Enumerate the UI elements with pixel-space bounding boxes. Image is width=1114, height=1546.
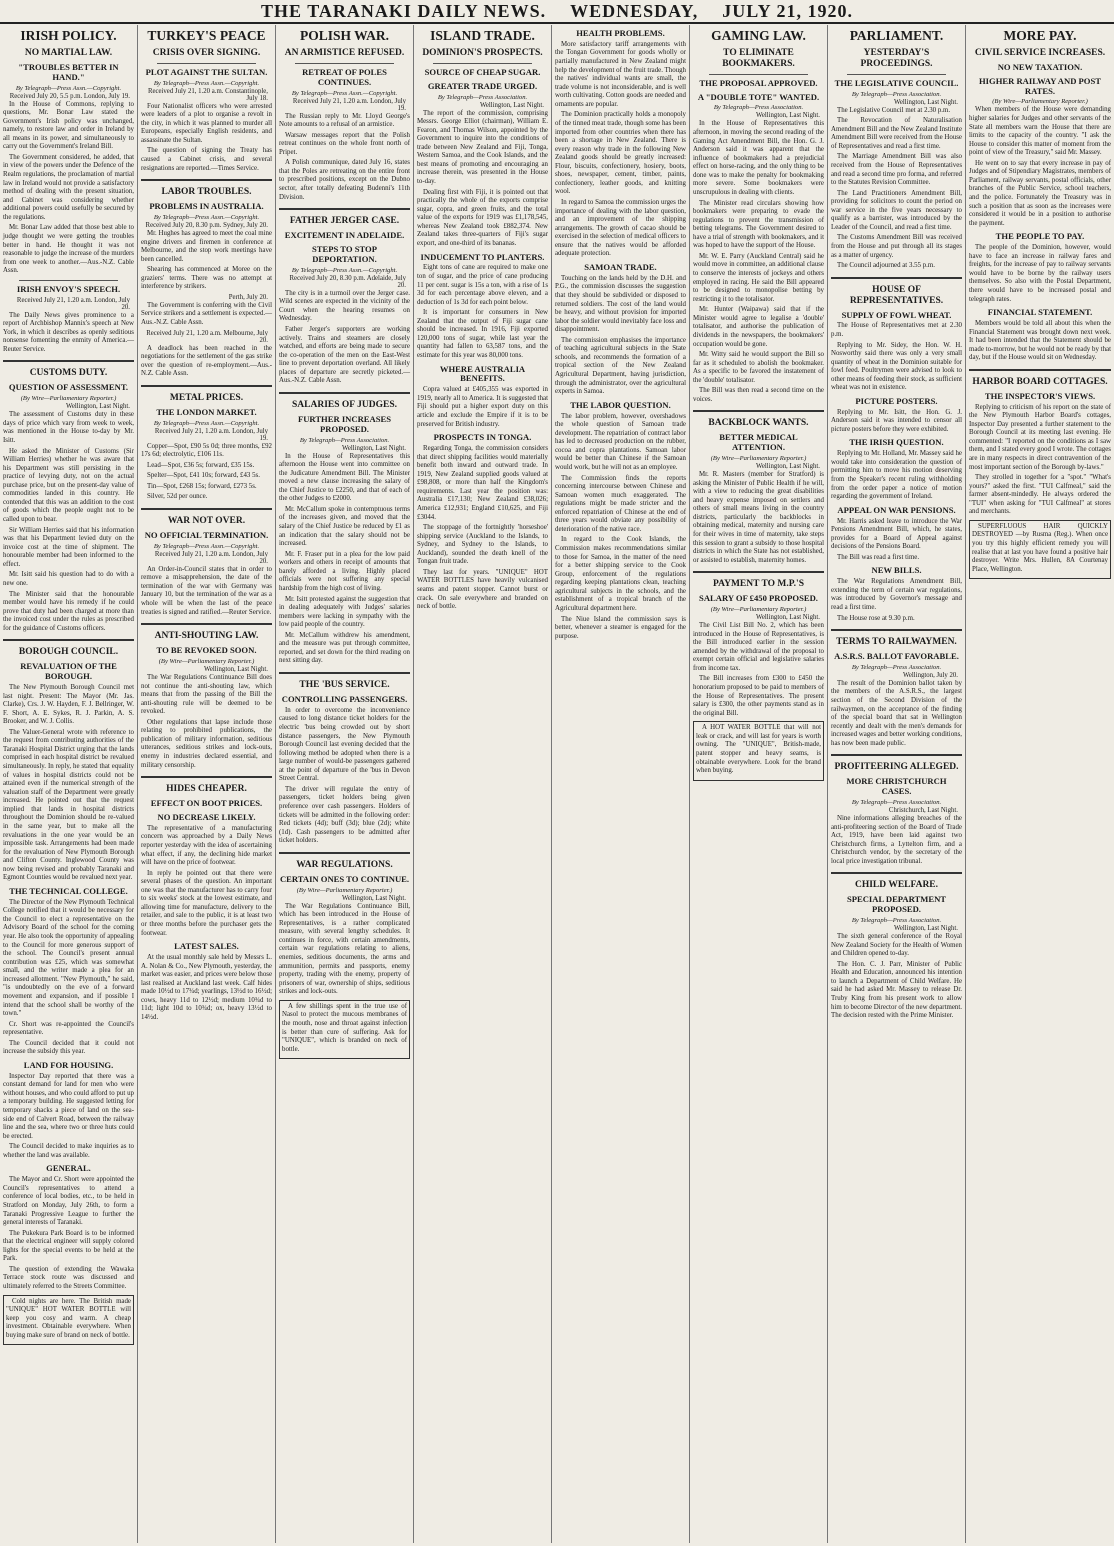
section-heading: PROBLEMS IN AUSTRALIA.	[149, 201, 264, 212]
section-heading: REVALUATION OF THE BOROUGH.	[20, 661, 117, 682]
dateline: Received July 20, 5.5 p.m. London, July 19.	[9, 92, 130, 100]
paragraph: The commission emphasises the importance of teaching agricultural subjects in the State schools, and recommends the formation of a tropical section of the New Zealand Agricultural Department, having jurisdiction, through the administrator, over the agricultural experts in Samoa.	[555, 336, 686, 396]
paragraph: The House of Representatives met at 2.30 p.m.	[831, 322, 962, 338]
paragraph: Mr. Witty said he would support the Bill so far as it scheduled to abolish the bookmaker. As a specific to be favored the instatement of the 'double' totalisator.	[693, 351, 824, 384]
paragraph: In order to overcome the inconvenience caused to long distance ticket holders for the electric 'bus being crowded out by short distance passengers, the New Plymouth Borough Council last evening decided that the following method be adopted when there is a large number of would-be passengers gathered at the point of departure of the 'bus in Devon Street Central.	[279, 706, 410, 783]
section-heading: THE LABOR QUESTION.	[570, 399, 671, 410]
byline: By Telegraph—Press Association.	[437, 93, 528, 101]
subheading: PROFITEERING ALLEGED.	[834, 762, 959, 773]
column-divider	[831, 629, 962, 631]
paragraph: In regard to Samoa the commission urges the importance of dealing with the labor question, and an improvement of the shipping arrangements. The growth of cacao should be exercised in the selection of medical officers to ensure that the natives would be afforded adequate protection.	[555, 199, 686, 258]
subheading: TERMS TO RAILWAYMEN.	[836, 637, 957, 648]
paragraph: Mr. McCallum withdrew his amendment, and the measure was put through committee, reported, and set down for the third reading on next sitting day.	[279, 631, 410, 665]
subheading: HIDES CHEAPER.	[166, 784, 247, 795]
dateline: Received July 21, 1.20 a.m. London, July 19.	[292, 97, 406, 112]
section-heading: GREATER TRADE URGED.	[427, 80, 538, 91]
subheading: TO ELIMINATE BOOKMAKERS.	[722, 47, 795, 69]
paragraph: The Marriage Amendment Bill was also received from the House of Representatives and read a second time pro forma, and referred to the Statutes Revision Committee.	[831, 153, 962, 187]
column-6	[690, 25, 828, 1543]
section-heading: NO NEW TAXATION.	[997, 61, 1083, 72]
paragraph: Mr. Harris asked leave to introduce the War Pensions Amendment Bill, which, he states, provides for a Board of Appeal against decisions of the Pensions Board.	[831, 517, 962, 551]
section-heading: PLOT AGAINST THE SULTAN.	[145, 66, 268, 77]
paragraph: Warsaw messages report that the Polish retreat continues on the whole front north of Pripet.	[279, 131, 410, 156]
paper-title: THE TARANAKI DAILY NEWS.	[261, 0, 547, 21]
dateline: Wellington, Last Night.	[755, 614, 820, 622]
subheading: CUSTOMS DUTY.	[29, 368, 108, 379]
section-heading: SOURCE OF CHEAP SUGAR.	[424, 66, 541, 77]
column-divider	[141, 623, 272, 625]
paragraph: The Daily News gives prominence to a report of Archbishop Mannix's speech at New York, in which it describes as openly seditious nonsense fomenting the enmity of America.—Reuter Service.	[3, 311, 134, 353]
paragraph: The Council decided to make inquiries as to whether the land was available.	[3, 1143, 134, 1159]
byline: (By Wire—Parliamentary Reporter.)	[992, 98, 1088, 106]
byline: By Telegraph—Press Association.	[851, 917, 942, 925]
advertisement	[3, 1295, 134, 1346]
headline: TURKEY'S PEACE	[147, 28, 266, 43]
dateline: Received July 21, 1.20 a.m. London, July 19.	[154, 427, 268, 442]
subheading: BACKBLOCK WANTS.	[708, 418, 809, 429]
paragraph: Replying to Mr. Sidey, the Hon. W. H. Nosworthy said there was only a very small quantity of wheat in the Dominion suitable for fowl feed. Poultrymen were advised to look to other means of feeding their stock, as sufficient wheat was not in existence.	[831, 341, 962, 392]
paragraph: The city is in a turmoil over the Jerger case. Wild scenes are expected in the vicinity of the Court when the hearing resumes on Wednesday.	[279, 289, 410, 323]
byline: (By Wire—Parliamentary Reporter.)	[710, 455, 807, 463]
column-divider	[279, 208, 410, 210]
column-divider	[157, 63, 256, 64]
column-divider	[831, 872, 962, 874]
paragraph: The New Plymouth Borough Council met last night. Present: The Mayor (Mr. Jas. Clarke), Crs. J. W. Hayden, F. J. Bellringer, W. F. Short, A. E. Sykes, R. J. Parkin, A. S. Brooker, and W. J. Collis.	[3, 683, 134, 726]
paragraph: The War Regulations Continuance Bill, which has been introduced in the House of Representatives, is a rather complicated measure, with several lengthy schedules. It continues in force, with certain amendments, certain war regulations relating to aliens, enemies, seditious documents, the arms and ammunition, permits and passports, enemy property, trading with the enemy, property of prisoners of war, ownership of ships, seditious strikes and lock-outs.	[279, 902, 410, 996]
headline: IRISH POLICY.	[20, 28, 117, 43]
headline: POLISH WAR.	[299, 28, 390, 43]
paragraph: He asked the Minister of Customs (Sir William Herries) whether he was aware that his Department was still persisting in the practice of levying duty, not on the actual purchase price, but on the present-day value of commodities landed in this country. He contended that this was an addition to the cost of goods which the people ought not to be called upon to bear.	[3, 447, 134, 523]
column-divider	[279, 672, 410, 674]
dateline: Wellington, Last Night.	[203, 665, 268, 673]
paragraph: Inspector Day reported that there was a constant demand for land for men who were without houses, and who could afford to put up a temporary building. He suggested letting for temporary shacks a piece of land on the sea-side end of Calvert Road, between the railway line and the sea, where two or three huts could be erected.	[3, 1072, 134, 1140]
section-heading: GENERAL.	[46, 1163, 91, 1174]
section-heading: QUESTION OF ASSESSMENT.	[8, 382, 129, 393]
dateline: Received July 20, 8.30 p.m. Adelaide, July 20.	[289, 274, 406, 289]
section-heading: A.S.R.S. BALLOT FAVORABLE.	[834, 651, 959, 662]
column-5	[552, 25, 690, 1543]
paragraph: In reply he pointed out that there were several phases of the question. An important one was that the manufacturer has to carry four to six weeks' stock at the lowest estimate, and allowing time for manufacture, delivery to the retailer, and sale to the public, it is at least two or three months before the purchaser gets the footwear.	[141, 869, 272, 937]
section-heading: EXCITEMENT IN ADELAIDE.	[284, 230, 405, 241]
section-heading: RETREAT OF POLES CONTINUES.	[302, 66, 387, 87]
paragraph: Mr. R. Masters (member for Stratford) is asking the Minister of Public Health if he will, with a view to reducing the great disabilities and heavy expense imposed on settlers and others of small means living in the country districts, particularly the backblocks in obtaining medical, maternity and nursing care for their wives in time of maternity, take steps this session to grant a subsidy to those hospital districts in which the State has not established, or assisted to establish, maternity homes.	[693, 471, 824, 564]
paragraph: Replying to Mr. Holland, Mr. Massey said he would take into consideration the question of permitting him to move his motion deserving from the Speaker's recent ruling withholding from the order paper a notice of motion regarding the government of Ireland.	[831, 450, 962, 501]
paragraph: The Land Practitioners Amendment Bill, providing for solicitors to count the period on war service in the five years necessary to qualify as a barrister, was introduced by the Leader of the Council, and read a first time.	[831, 189, 962, 231]
dateline: Received July 20, 8.30 p.m. Sydney, July 20.	[145, 221, 268, 229]
paragraph: In the House of Representatives this afternoon the House went into committee on the Judicature Amendment Bill. The Minister moved a new clause increasing the salary of the Chief Justice to £2250, and that of each of the other Judges to £2000.	[279, 452, 410, 503]
issue-day: WEDNESDAY,	[570, 0, 699, 21]
column-divider	[969, 369, 1111, 371]
paragraph: Spelter—Spot, £41 10s; forward, £43 5s.	[147, 472, 260, 480]
dateline: Wellington, Last Night.	[755, 463, 820, 471]
headline: MORE PAY.	[1003, 28, 1077, 43]
paragraph: The Mayor and Cr. Short were appointed the Council's representatives to attend a conference of local bodies, etc., to be held in Stratford on Monday, July 26th, to form a Taranaki Progressive League to further the general interests of Taranaki.	[3, 1176, 134, 1227]
paragraph: Sir William Herries said that his information was that his Department levied duty on the invoice cost at the time of shipment. The honourable member had been informed to the effect.	[3, 526, 134, 568]
headline: GAMING LAW.	[711, 28, 806, 43]
section-heading: THE TECHNICAL COLLEGE.	[9, 885, 128, 896]
paragraph: The Bill increases from £300 to £450 the honorarium proposed to be paid to members of the House of Representatives. The present salary is £300, the other payments stand as in the original Bill.	[693, 675, 824, 717]
column-divider	[141, 179, 272, 181]
subheading: FATHER JERGER CASE.	[289, 216, 400, 227]
paragraph: The report of the commission, comprising Messrs. George Elliot (chairman), William E. Fearon, and Thomas Wilson, appointed by the Government to inquire into the conditions of trade between New Zealand and Fiji, Tonga, Western Samoa, and the Cook Islands, and the best means of promoting and encouraging an increase therein, was presented in the House to-day.	[417, 109, 548, 186]
paragraph: Mr. Hughes has agreed to meet the coal mine engine drivers and firemen in conference at Melbourne, and the stop work meetings have been cancelled.	[141, 229, 272, 263]
byline: (By Wire—Parliamentary Reporter.)	[158, 657, 255, 665]
byline: By Telegraph—Press Assn.—Copyright.	[153, 79, 260, 87]
section-heading: APPEAL ON WAR PENSIONS.	[837, 504, 956, 515]
paragraph: The result of the Dominion ballot taken by the members of the A.S.R.S., the largest section of the Second Division of the railwaymen, on the acceptance of the finding of the special board that sat in Wellington recently and dealt with the men's demands for increased wages and better working conditions, has now been made public.	[831, 679, 962, 747]
section-heading: THE LEGISLATIVE COUNCIL.	[834, 77, 959, 88]
paragraph: The Government considered, he added, that in view of the powers under the Defence of the Realm regulations, the proclamation of martial law in Ireland would not provide a satisfactory method of dealing with the present situation, and Cabinet was considering whether additional powers could usefully be secured by the regulations.	[3, 153, 134, 221]
advertisement-text: A few shillings spent in the true use of Nasol to protect the mucous membranes of the mouth, nose and throat against infection is better than cure of suffering. Ask for "UNIQUE", which is branded on neck of bottle.	[282, 1002, 407, 1053]
paragraph: An Order-in-Council states that in order to remove a misapprehension, the date of the termination of the war with Germany was January 10, but the termination of the war as a whole will be when the last of the peace treaties is signed and ratified.—Reuter Service.	[141, 565, 272, 616]
section-heading: STEPS TO STOP DEPORTATION.	[312, 243, 377, 264]
paragraph: The assessment of Customs duty in these days of price which vary from week to week, was mentioned in the House to-day by Mr. Isitt.	[3, 411, 134, 444]
subheading: BOROUGH COUNCIL.	[18, 647, 119, 658]
subheading: HARBOR BOARD COTTAGES.	[972, 376, 1108, 387]
subheading: HOUSE OF REPRESENTATIVES.	[849, 284, 944, 306]
subheading: LABOR TROUBLES.	[161, 187, 252, 198]
column-7	[828, 25, 966, 1543]
section-heading: CONTROLLING PASSENGERS.	[281, 693, 408, 704]
paragraph: The Council decided that it could not increase the subsidy this year.	[3, 1039, 134, 1056]
paragraph: Father Jerger's supporters are working actively. Trains and steamers are closely watched, and efforts are being made to secure the co-operation of the men on the East-West line to prevent deportation overland. All likely places of departure are secretly picketed.—Aus.-N.Z. Cable Assn.	[279, 325, 410, 385]
advertisement	[279, 1000, 410, 1059]
subheading: NO MARTIAL LAW.	[24, 47, 113, 58]
column-divider	[831, 754, 962, 756]
advertisement	[969, 520, 1111, 579]
byline: By Telegraph—Press Association.	[299, 436, 390, 444]
subheading: CIVIL SERVICE INCREASES.	[974, 47, 1106, 58]
subheading: SALARIES OF JUDGES.	[292, 399, 397, 410]
paragraph: The Government is conferring with the Civil Service strikers and a settlement is expected.—Aus.-N.Z. Cable Assn.	[141, 301, 272, 326]
section-heading: PROSPECTS IN TONGA.	[433, 432, 532, 443]
section-heading: PICTURE POSTERS.	[855, 395, 938, 406]
dateline: Wellington, Last Night.	[893, 925, 958, 933]
paragraph: Mr. F. Fraser put in a plea for the low paid workers and others in receipt of amounts that barely afforded a living. Highly placed officials were not suffering any special hardship from the high cost of living.	[279, 550, 410, 592]
column-divider	[709, 74, 808, 75]
dateline: Wellington, Last Night.	[65, 403, 130, 411]
column-2	[138, 25, 276, 1543]
paragraph: Mr. Hunter (Waipawa) said that if the Minister would agree to legalise a 'double' totalisator, and authorise the publication of dividends in the newspapers, the bookmakers' occupation would be gone.	[693, 306, 824, 348]
byline: By Telegraph—Press Assn.—Copyright.	[153, 213, 260, 221]
section-heading: EFFECT ON BOOT PRICES.	[150, 798, 263, 809]
paragraph: A Polish communique, dated July 16, states that the Poles are retreating on the entire front to prescribed positions, except on the Dubno sector, after totally defeating Budenni's 11th Division.	[279, 159, 410, 201]
column-divider	[279, 852, 410, 854]
column-divider	[279, 392, 410, 394]
section-heading: FINANCIAL STATEMENT.	[987, 307, 1093, 318]
column-divider	[19, 280, 118, 281]
subheading: PAYMENT TO M.P.'S	[713, 579, 804, 590]
section-heading: SAMOAN TRADE.	[584, 261, 657, 272]
section-heading: "TROUBLES BETTER IN HAND."	[18, 61, 119, 82]
paragraph: The Valuer-General wrote with reference to the request from contributing authorities of the Taranaki Hospital District urging that the lands comprised in each hospital district be revalued simultaneously. In reply, he stated that equality of values in hospital districts could not be attained even if the numerical strength of the valuation staff of the Department were greatly increased. He pointed out that the request implied that lands in hospital districts throughout the Dominion should be re-valued in the same year, but to make all the revaluations in the one year would be an impossible task. Arrangements had been made for the revaluation of New Plymouth Borough and Clifton County. Inglewood County was now being revised and probably Taranaki and Egmont Counties would be revalued next year.	[3, 728, 134, 882]
column-divider	[295, 63, 394, 64]
headline: ISLAND TRADE.	[430, 28, 535, 43]
subheading: AN ARMISTICE REFUSED.	[284, 47, 405, 58]
section-heading: THE IRISH QUESTION.	[849, 437, 944, 448]
paragraph: Mr. Isitt protested against the suggestion that in dealing adequately with Judges' salaries members were lacking in sympathy with the low paid people of the country.	[279, 595, 410, 629]
section-heading: A "DOUBLE TOTE" WANTED.	[697, 91, 820, 102]
paragraph: The Council adjourned at 3.55 p.m.	[837, 262, 935, 270]
column-divider	[141, 385, 272, 387]
dateline: Received July 21, 1.20 a.m. London, July 20.	[154, 550, 268, 565]
paragraph: The Pukekura Park Board is to be informed that the electrical engineer will supply colored lights for the special events to be held at the Park.	[3, 1229, 134, 1263]
paragraph: The Niue Island the commission says is better, whenever a steamer is engaged for the purpose.	[555, 615, 686, 640]
byline: By Telegraph—Press Association.	[851, 799, 942, 807]
section-heading: BETTER MEDICAL ATTENTION.	[719, 432, 798, 453]
paragraph: Dealing first with Fiji, it is pointed out that practically the whole of the exports comprise sugar, copra, and green fruits, and the total value of the exports for 1919 was £1,178,545, whereas New Zealand took £882,374. New Zealand takes three-quarters of Fiji's sugar export, and one-third of its bananas.	[417, 188, 548, 247]
subheading: DOMINION'S PROSPECTS.	[422, 47, 543, 58]
paragraph: Copper—Spot, £90 5s 0d; three months, £92 17s 6d; electrolytic, £106 11s.	[141, 442, 272, 459]
paragraph: The Dominion practically holds a monopoly of the tinned meat trade, though some has been imported from other countries when there has been a shortage in New Zealand. There is every reason why trade in the following New Zealand goods should be greatly increased: Flour, biscuits, confectionery, hosiery, boots, shoes, newspaper, cement, timber, paints, confectionery, leather goods, and knitting wool.	[555, 111, 686, 196]
advertisement-text: SUPERFLUOUS HAIR QUICKLY DESTROYED —by Rusma (Reg.). When once you try this highly efficient remedy you will realise that at last you have found a positive hair destroyer. Write Mrs. Hullen, 8A Courtenay Place, Wellington.	[972, 522, 1108, 573]
subheading: THE 'BUS SERVICE.	[299, 680, 390, 691]
section-heading: SALARY OF £450 PROPOSED.	[699, 593, 818, 604]
paragraph: Copra valued at £405,355 was exported in 1919, nearly all to America. It is suggested that Fiji should put a higher export duty on this article and exclude the Empire if it is to be preserved for British industry.	[417, 386, 548, 428]
dateline: Received July 21, 1.20 a.m. Constantinople, July 18.	[147, 87, 268, 102]
advertisement-text: A HOT WATER BOTTLE that will not leak or crack, and will last for years is worth owning. The "UNIQUE", British-made, patent stopper and heavy seams, is obtainable everywhere. Look for the brand when buying.	[696, 724, 821, 775]
byline: By Telegraph—Press Assn.—Copyright.	[15, 84, 122, 92]
paragraph: At the usual monthly sale held by Messrs L. A. Nolan & Co., New Plymouth, yesterday, the market was easier, and prices were below those last realised at Auckland last week. Calf hides made 10½d to 17¾d; yearlings, 13½d to 16½d; cows, heavy 11d to 12½d; medium 10¾d to 11d; light 10d to 10¾d; ox, heavy 13½d to 14½d.	[141, 954, 272, 1021]
paragraph: The question of signing the Treaty has caused a Cabinet crisis, and several resignations are reported.—Times Service.	[141, 147, 272, 172]
paragraph: The question of extending the Wawaka Terrace stock route was discussed and ultimately referred to the Streets Committee.	[3, 1265, 134, 1291]
dateline: Wellington, Last Night.	[893, 98, 958, 106]
byline: By Telegraph—Press Assn.—Copyright.	[153, 419, 260, 427]
section-heading: SPECIAL DEPARTMENT PROPOSED.	[846, 894, 947, 915]
paragraph: Mr. Isitt said his question had to do with a new one.	[3, 571, 134, 587]
column-divider	[693, 410, 824, 412]
dateline: Wellington, Last Night.	[479, 101, 544, 109]
paragraph: Cr. Short was re-appointed the Council's representative.	[3, 1020, 134, 1037]
paragraph: In regard to the Cook Islands, the Commission makes recommendations similar to those for Samoa, in the matter of the need for a better shipping service to the Cook Group, enforcement of the regulations regarding keeping plantations clean, teaching agricultural subjects in the schools, and the establishment of a tropical branch of the Agricultural department here.	[555, 536, 686, 612]
paragraph: The Revocation of Naturalisation Amendment Bill and the New Zealand Institute Amendment Bill were received from the House of Representatives and read a first time.	[831, 117, 962, 150]
byline: By Telegraph—Press Assn.—Copyright.	[291, 89, 398, 97]
paragraph: Silver, 52d per ounce.	[147, 493, 208, 501]
newspaper-columns	[0, 25, 1114, 1543]
section-heading: NO DECREASE LIKELY.	[157, 811, 256, 822]
paragraph: The labor problem, however, overshadows the whole question of Samoan trade development. The repatriation of contract labor has led to decreased production on the rubber, cocoa and copra plantations. Samoan labor would be better than Chinese if the Samoan would work, but he will not as an employee.	[555, 412, 686, 471]
column-1	[0, 25, 138, 1543]
paragraph: When members of the House were demanding higher salaries for Judges and other servants of the State all members warn the House that there are limits to the capacity of the country. "I ask the House to consider this matter of moment from the point of view of the Treasury," said Mr. Massey.	[969, 106, 1111, 157]
section-heading: TO BE REVOKED SOON.	[156, 645, 257, 656]
paragraph: The Bill was then read a second time on the voices.	[693, 387, 824, 403]
dateline: Received July 21, 1.20 a.m. London, July 20.	[16, 296, 130, 311]
paragraph: The Russian reply to Mr. Lloyd George's Note amounts to a refusal of an armistice.	[279, 112, 410, 129]
column-divider	[847, 74, 946, 75]
paragraph: Eight tons of cane are required to make one ton of sugar, and the price of cane producing 11 per cent. sugar is 15s a ton, with a rise of 1s 3d for each percentage above eleven, and a deduction of 1s 3d for each point below.	[417, 264, 548, 306]
subheading: METAL PRICES.	[169, 392, 244, 403]
dateline: Wellington, Last Night.	[755, 112, 820, 120]
byline: By Telegraph—Press Assn.—Copyright.	[153, 542, 260, 550]
column-divider	[433, 63, 532, 64]
paragraph: Mr. W. E. Parry (Auckland Central) said he would move in committee, an additional clause to conserve the interests of jockeys and others employed in racing. He said the Bill appeared to be designed to monopolise betting by restricting it to the totalisator.	[693, 252, 824, 303]
byline: By Telegraph—Press Association.	[851, 663, 942, 671]
section-heading: HEALTH PROBLEMS.	[576, 28, 665, 38]
paragraph: More satisfactory tariff arrangements with the Tongan Government for goods wholly or partially manufactured in New Zealand might help the development of the fruit trade. Though the natives' individual wants are small, the trade volume is not inconsiderable, and is well worth cultivating. Cotton goods are needed and ornaments are popular.	[555, 40, 686, 108]
column-divider	[831, 277, 962, 279]
subheading: ANTI-SHOUTING LAW.	[154, 631, 259, 642]
column-divider	[693, 571, 824, 573]
section-heading: INDUCEMENT TO PLANTERS.	[420, 251, 545, 262]
paragraph: The representative of a manufacturing concern was approached by a Daily News reporter yesterday with the idea of ascertaining what effect, if any, the declining hide market will have on the price of footwear.	[141, 824, 272, 867]
column-4	[414, 25, 552, 1543]
subheading: CHILD WELFARE.	[854, 880, 939, 891]
column-divider	[3, 360, 134, 362]
paragraph: Touching on the lands held by the D.H. and P.G., the commission discusses the suggestion that they should be subdivided or disposed to returned soldiers. The cost of the land would be heavy, and without provision for imported labor the soldier would inevitably face loss and disappointment.	[555, 274, 686, 334]
section-heading: IRISH ENVOY'S SPEECH.	[16, 283, 121, 294]
issue-date: JULY 21, 1920.	[722, 0, 853, 21]
byline: (By Wire—Parliamentary Reporter.)	[710, 606, 807, 614]
paragraph: The War Regulations Amendment Bill, extending the term of certain war regulations, was introduced by Governor's message and read a first time.	[831, 578, 962, 611]
section-heading: THE PROPOSAL APPROVED.	[699, 77, 818, 88]
section-heading: LAND FOR HOUSING.	[23, 1059, 114, 1070]
section-heading: HIGHER RAILWAY AND POST RATES.	[978, 75, 1101, 96]
paragraph: The Legislative Council met at 2.30 p.m.	[837, 106, 951, 114]
paragraph: In the House of Commons, replying to questions, Mr. Bonar Law stated the Government's Irish policy was unchanged, namely, to restore law and order in Ireland by all means in its power, and simultaneously to carry out the Government's Ireland Bill.	[3, 100, 134, 151]
column-3	[276, 25, 414, 1543]
column-divider	[141, 508, 272, 510]
subheading: WAR REGULATIONS.	[296, 859, 393, 870]
column-8	[966, 25, 1114, 1543]
subheading: WAR NOT OVER.	[167, 515, 246, 526]
byline: (By Wire—Parliamentary Reporter.)	[20, 395, 117, 403]
paragraph: The stoppage of the fortnightly 'horseshoe' shipping service (Auckland to the Islands, to Sydney, and Sydney to the Islands, to Auckland), sounded the death knell of the Tongan fruit trade.	[417, 524, 548, 566]
section-heading: THE LONDON MARKET.	[156, 406, 257, 417]
paragraph: The people of the Dominion, however, would have to face an increase in railway fares and freights, for the increase of pay to railway servants would have to be borne by the railway users themselves. So also with the Postal Department, there would have to be increased postal and telegraph rates.	[969, 244, 1111, 303]
paragraph: Replying to Mr. Isitt, the Hon. G. J. Anderson said it was intended to censor all picture posters before they were exhibited.	[831, 408, 962, 433]
paragraph: The Director of the New Plymouth Technical College notified that it would be necessary for the Council to elect a representative on the Advisory Board of the school for the coming year. He also took the opportunity of appealing to the Council for more generous support of the school. The Council's present annual contribution was £25, which was somewhat small, and the writer made a plea for an increased allotment. "New Plymouth," he said, "is undoubtedly on the eve of a forward movement and expansion, and if possible I intend that the school shall be worthy of the town."	[3, 898, 134, 1018]
byline: By Telegraph—Press Assn.—Copyright.	[291, 266, 398, 274]
dateline: Perth, July 20.	[228, 293, 268, 301]
subheading: CRISIS OVER SIGNING.	[152, 47, 261, 58]
paragraph: The Minister read circulars showing how bookmakers were preparing to evade the regulations to prevent the transmission of betting telegrams. The Government desired to have a trial of strength with bookmakers, and it was hoped to have the support of the House.	[693, 199, 824, 250]
paragraph: Mr. Bonar Law added that those best able to judge thought we were getting the troubles better in hand. He thought it was not reasonable to judge the increase of the murders from one week to another.—Aus.-N.Z. Cable Assn.	[3, 224, 134, 275]
advertisement-text: Cold nights are here. The British made "UNIQUE" HOT WATER BOTTLE will keep you cosy and warm. A cheap investment. Obtainable everywhere. When buying make sure of brand on neck of bottle.	[6, 1297, 131, 1339]
dateline: Received July 21, 1.20 a.m. Melbourne, July 20.	[146, 329, 268, 344]
paragraph: Tin—Spot, £268 15s; forward, £273 5s.	[147, 482, 257, 490]
section-heading: MORE CHRISTCHURCH CASES.	[846, 776, 947, 797]
byline: By Telegraph—Press Association.	[851, 90, 942, 98]
section-heading: NO OFFICIAL TERMINATION.	[144, 529, 269, 540]
paragraph: They last for years. "UNIQUE" HOT WATER BOTTLES have heavily vulcanised seams and patent stopper. Cannot burst or crack. On sale everywhere and branded on neck of bottle.	[417, 568, 548, 611]
paragraph: It is important for consumers in New Zealand that the output of Fiji sugar cane should be increased. In 1916, Fiji exported 120,000 tons of sugar, while last year the quantity had fallen to 63,587 tons, and the estimate for this year was 80,000 tons.	[417, 309, 548, 360]
section-heading: THE INSPECTOR'S VIEWS.	[984, 390, 1096, 401]
section-heading: THE PEOPLE TO PAY.	[995, 231, 1085, 242]
column-divider	[3, 639, 134, 641]
paragraph: The War Regulations Continuance Bill does not continue the anti-shouting law, which means that from the passing of the Bill the anti-shouting rule will be deemed to be revoked.	[141, 673, 272, 716]
paragraph: The Commission finds the reports concerning intercourse between Chinese and Samoan women much exaggerated. The regulations might be made stricter and the enforced repatriation of Chinese at the end of three years would obviate any possibility of deterioration of the native race.	[555, 474, 686, 533]
byline: (By Wire—Parliamentary Reporter.)	[296, 886, 393, 894]
paragraph: The Civil List Bill No. 2, which has been introduced in the House of Representatives, is the Bill introduced earlier in the session amended by the withdrawal of the proposal to exempt certain official and legislative salaries from income tax.	[693, 622, 824, 672]
paragraph: The Customs Amendment Bill was received from the House and put through all its stages as a matter of urgency.	[831, 234, 962, 259]
column-divider	[141, 776, 272, 778]
paragraph: Lead—Spot, £36 5s; forward, £35 15s.	[147, 461, 255, 469]
paragraph: Mr. McCallum spoke in contemptuous terms of the increases given, and moved that the salary of the Chief Justice be reduced by £1 as an indication that the salary should not be increased.	[279, 505, 410, 548]
paragraph: A deadlock has been reached in the negotiations for the settlement of the gas strike over the question of re-employment.—Aus.-N.Z. Cable Assn.	[141, 344, 272, 378]
paragraph: Nine informations alleging breaches of the anti-profiteering section of the Board of Trade Act, 1919, have been laid against two Christchurch firms, a Lyttelton firm, and a Christchurch vendor, by the secretary of the local price investigation tribunal.	[831, 815, 962, 865]
dateline: Wellington, Last Night.	[341, 894, 406, 902]
paragraph: Members would be told all about this when the Financial Statement was brought down next week. It had been intended that the Statement should be made to-morrow, but he would not be ready by that day, but if the House would sit on Wednesday.	[969, 319, 1111, 362]
paragraph: Shearing has commenced at Moree on the graziers' terms. There was no attempt at interference by strikers.	[141, 266, 272, 291]
paragraph: The Bill was read a first time.	[837, 553, 920, 561]
headline: PARLIAMENT.	[849, 28, 944, 43]
paragraph: They strolled in together for a "spot." "What's yours?" asked the first. "TUI Calfmeal," said the farmer absent-mindedly. He always ordered the "TUI" when asking for "TUI Calfmeal" at stores and merchants.	[969, 474, 1111, 516]
section-heading: NEW BILLS.	[871, 565, 922, 576]
dateline: Christchurch, Last Night.	[888, 807, 958, 815]
dateline: Wellington, July 20.	[903, 671, 958, 679]
subheading: YESTERDAY'S PROCEEDINGS.	[860, 47, 933, 69]
paragraph: The Hon. C. J. Parr, Minister of Public Health and Education, announced his intention to launch a Department of Child Welfare. He said he had asked Mr. Massey to release Dr. Truby King from his present work to allow him to become Director of the new department. The decision rested with the Prime Minister.	[831, 960, 962, 1020]
paragraph: He went on to say that every increase in pay of Judges and of Stipendiary Magistrates, members of Parliament, railway servants, postal officials, other branches of the Public Service, school teachers, and the police. Fortunately the Treasury was in such a position that as soon as the increases were considered it would be in a position to authorise the payment.	[969, 159, 1111, 227]
section-heading: SUPPLY OF FOWL WHEAT.	[841, 309, 952, 320]
section-heading: WHERE AUSTRALIA BENEFITS.	[439, 363, 526, 384]
paragraph: The driver will regulate the entry of passengers, ticket holders being given preference over cash passengers. Holders of tickets will be admitted in the following order: Red tickets (4d); buff (3d); blue (2d); white (1d). Cash passengers to be admitted after ticket holders.	[279, 785, 410, 845]
byline: By Telegraph—Press Association.	[713, 104, 804, 112]
paragraph: Four Nationalist officers who were arrested were leaders of a plot to organise a revolt in the city, in which it was planned to murder all Europeans, especially English residents, and assassinate the Sultan.	[141, 102, 272, 144]
paragraph: The sixth general conference of the Royal New Zealand Society for the Health of Women and Children opened to-day.	[831, 933, 962, 958]
section-heading: FURTHER INCREASES PROPOSED.	[297, 413, 392, 434]
advertisement	[693, 721, 824, 780]
paragraph: Regarding Tonga, the commission considers that direct shipping facilities would materially benefit both inward and outward trade. In 1919, New Zealand supplied goods valued at £98,808, or more than half the Kingdom's requirements. Last year the position was: Australia £17,130; New Zealand £38,026; America £12,931; England £10,625, and Fiji £3044.	[417, 445, 548, 521]
paragraph: Replying to criticism of his report on the state of the New Plymouth Harbor Board's cottages, Inspector Day presented a further statement to the Borough Council at its meeting last evening. He commented: "I reported on the conditions as I saw them, and I stated every good I wrote. The cottages are in many respects in direct contravention of the most important section of the Borough by-laws."	[969, 403, 1111, 471]
masthead	[0, 0, 1114, 24]
section-heading: LATEST SALES.	[174, 941, 239, 952]
section-heading: CERTAIN ONES TO CONTINUE.	[279, 873, 410, 884]
paragraph: In the House of Representatives this afternoon, in moving the second reading of the Gaming Act Amendment Bill, the Hon. G. J. Anderson said it was apparent that the influence of bookmakers had a prejudicial effect on horse-racing, and the only thing to be done was to make the penalty for bookmaking more severe. Some bookmakers were unscrupulous in dealing with clients.	[693, 120, 824, 196]
paragraph: Other regulations that lapse include those relating to prohibited publications, the publication of military information, seditious utterances, seditious strikes and lock-outs, enemy in industries declared essential, and military censorship.	[141, 718, 272, 769]
paragraph: The Minister said that the honourable member would have his remedy if he could prove that duty had been charged at more than the invoiced cost under the rules as prescribed for the guidance of Customs officers.	[3, 590, 134, 632]
paragraph: The House rose at 9.30 p.m.	[837, 614, 915, 622]
dateline: Wellington, Last Night.	[341, 444, 406, 452]
